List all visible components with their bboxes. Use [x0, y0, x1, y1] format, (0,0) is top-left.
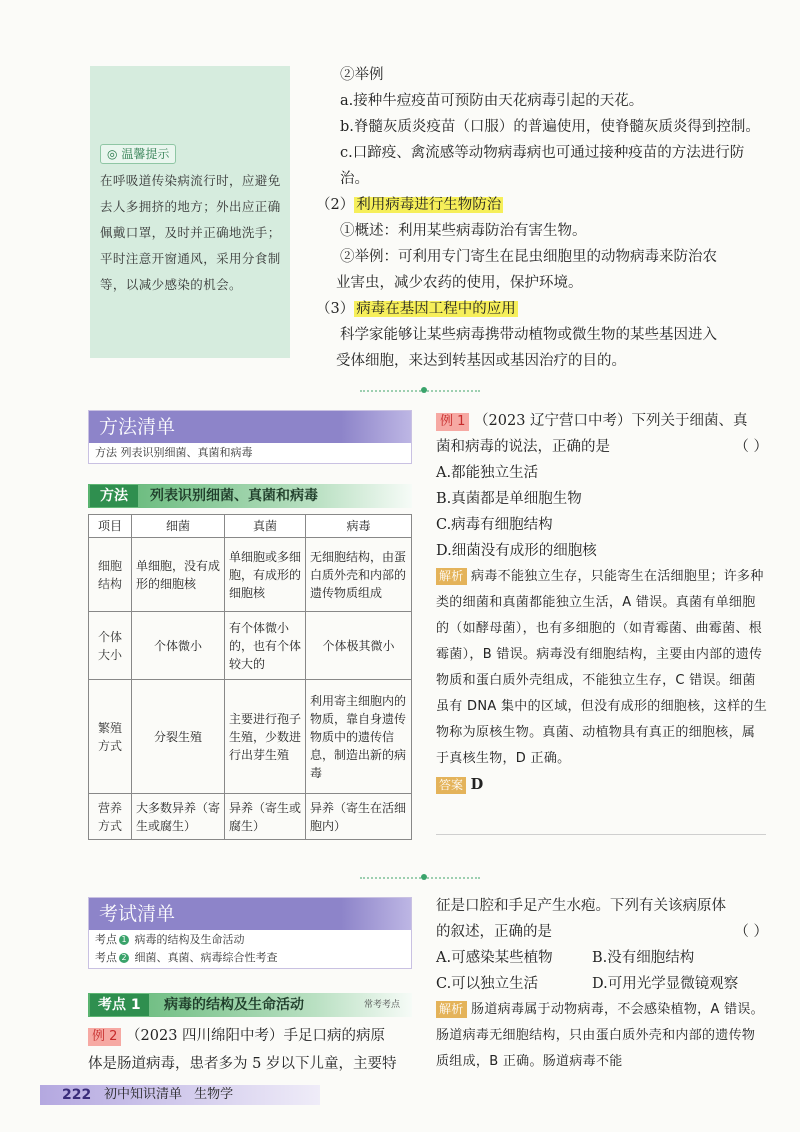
exam-point-2-prefix: 考点 — [95, 951, 117, 964]
exam-point-title: 病毒的结构及生命活动 — [164, 997, 304, 1013]
row-label: 个体大小 — [89, 612, 132, 680]
example-2-paren: （ ） — [734, 924, 768, 940]
section-2-title: 利用病毒进行生物防治 — [356, 197, 502, 213]
example-head: ②举例 — [340, 67, 384, 83]
example-2-tag: 例 2 — [88, 1028, 121, 1046]
exam-point-2-text: 细菌、真菌、病毒综合性考查 — [134, 951, 278, 964]
example-1-explanation — [436, 564, 768, 772]
exam-point-tag: 考点 1 — [90, 994, 149, 1016]
lightbulb-icon: ◎ — [107, 147, 118, 161]
section-2-p2a: ②举例：可利用专门寄生在昆虫细胞里的动物病毒来防治农 — [340, 249, 717, 265]
table-header: 细菌 — [132, 515, 225, 538]
exam-point-1-text: 病毒的结构及生命活动 — [134, 933, 245, 946]
row-label: 细胞结构 — [89, 538, 132, 612]
section-2-num: （2） — [316, 197, 355, 213]
analysis-tag: 解析 — [436, 568, 467, 585]
footer-book: 初中知识清单 — [104, 1087, 183, 1102]
table-header-row — [89, 515, 412, 538]
section-2-p2b: 业害虫，减少农药的使用，保护环境。 — [336, 275, 583, 291]
tip-line: 去人多拥挤的地方；外出应正确 — [100, 199, 281, 214]
example-2-left — [88, 1022, 414, 1078]
example-2-options-ab — [436, 945, 768, 971]
exam-point-1-prefix: 考点 — [95, 933, 117, 946]
example-2-stem-a-text: （2023 四川绵阳中考）手足口病的病原 — [126, 1028, 386, 1044]
tip-badge-label: 温馨提示 — [121, 147, 170, 161]
comparison-table — [88, 514, 412, 840]
example-2-explanation-text: 肠道病毒属于动物病毒，不会感染植物，A 错误。肠道病毒无细胞结构，只由蛋白质外壳和内部的遗传物质组成，B 正确。肠道病毒不能 — [436, 1002, 764, 1069]
separator — [360, 877, 480, 879]
tip-line: 等，以减少感染的机会。 — [100, 277, 242, 292]
example-2-option-a: A.可感染某些植物 — [436, 950, 553, 966]
method-tag: 方法 — [90, 485, 138, 507]
table-row — [89, 680, 412, 794]
example-2-option-c: C.可以独立生活 — [436, 976, 539, 992]
method-list-header: 方法清单 — [89, 411, 411, 443]
method-title: 列表识别细菌、真菌和病毒 — [150, 488, 318, 504]
separator-dot — [421, 387, 427, 393]
example-1-stem-a-text: （2023 辽宁营口中考）下列关于细菌、真 — [474, 413, 748, 429]
exam-point-2-num: 2 — [119, 953, 129, 963]
example-1-answer — [436, 772, 768, 798]
example-2-stem-a — [88, 1022, 414, 1050]
section-3-p1b: 受体细胞，来达到转基因或基因治疗的目的。 — [336, 353, 626, 369]
answer-tag: 答案 — [436, 777, 466, 794]
example-2-option-d: D.可用光学显微镜观察 — [592, 976, 739, 992]
tip-text — [100, 168, 284, 298]
table-cell: 大多数异养（寄生或腐生） — [132, 794, 225, 840]
example-1-option-d: D.细菌没有成形的细胞核 — [436, 543, 597, 559]
exam-point-note: 常考考点 — [364, 1000, 401, 1010]
table-cell: 个体微小 — [132, 612, 225, 680]
table-cell: 主要进行孢子生殖，少数进行出芽生殖 — [225, 680, 306, 794]
table-header: 病毒 — [306, 515, 412, 538]
separator — [360, 390, 480, 392]
exam-point-1 — [89, 930, 411, 950]
tip-badge — [100, 144, 176, 164]
table-header: 真菌 — [225, 515, 306, 538]
example-2-options-cd — [436, 971, 768, 997]
table-row — [89, 538, 412, 612]
example-1-tag: 例 1 — [436, 413, 469, 431]
row-label: 营养方式 — [89, 794, 132, 840]
example-b: b.脊髓灰质炎疫苗（口服）的普遍使用，使脊髓灰质炎得到控制。 — [340, 119, 760, 135]
exam-list-header: 考试清单 — [89, 898, 411, 930]
example-2-right — [436, 893, 768, 1075]
example-1-answer-value: D — [470, 776, 484, 793]
example-1-option-c: C.病毒有细胞结构 — [436, 517, 553, 533]
exam-list-box — [88, 897, 412, 969]
tip-line: 平时注意开窗通风，采用分食制 — [100, 251, 281, 266]
page-number: 222 — [62, 1087, 92, 1103]
section-3-p1a: 科学家能够让某些病毒携带动植物或微生物的某些基因进入 — [340, 327, 717, 343]
section-2-p1: ①概述：利用某些病毒防治有害生物。 — [340, 223, 587, 239]
example-2-stem-b: 体是肠道病毒，患者多为 5 岁以下儿童，主要特 — [88, 1056, 397, 1072]
row-label: 繁殖方式 — [89, 680, 132, 794]
example-1-paren: （ ） — [734, 439, 768, 455]
example-1-stem-a — [436, 408, 768, 434]
example-1-explanation-text: 病毒不能独立生存，只能寄生在活细胞里；许多种类的细菌和真菌都能独立生活，A 错误。真菌有单细胞的（如酵母菌），也有多细胞的（如青霉菌、曲霉菌、根霉菌），B 错误。病毒没有细胞结构，主要由内部的遗传物质和蛋白质外壳组成，不能独立生存，C 错误。细菌虽有 DNA 集中的区域，但没有成形的细胞核，这样的生物称为原核生物。真菌、动植物具有真正的细胞核，属于真核生物，D 正确。 — [436, 569, 767, 766]
table-cell: 利用寄主细胞内的物质，靠自身遗传物质中的遗传信息，制造出新的病毒 — [306, 680, 412, 794]
section-3-title: 病毒在基因工程中的应用 — [356, 301, 516, 317]
example-1-option-b: B.真菌都是单细胞生物 — [436, 491, 582, 507]
method-list-sub: 方法 列表识别细菌、真菌和病毒 — [95, 446, 253, 459]
example-a: a.接种牛痘疫苗可预防由天花病毒引起的天花。 — [340, 93, 644, 109]
table-row — [89, 612, 412, 680]
table-cell: 有个体微小的，也有个体较大的 — [225, 612, 306, 680]
example-2-stem-d-text: 的叙述，正确的是 — [436, 924, 552, 940]
exam-point-1-num: 1 — [119, 935, 129, 945]
example-2-option-b: B.没有细胞结构 — [592, 950, 695, 966]
footer-title — [104, 1085, 233, 1105]
table-cell: 单细胞或多细胞，有成形的细胞核 — [225, 538, 306, 612]
example-c: c.口蹄疫、禽流感等动物病毒病也可通过接种疫苗的方法进行防治。 — [340, 145, 745, 187]
example-1-stem-b-text: 菌和病毒的说法，正确的是 — [436, 439, 610, 455]
separator-dot — [421, 874, 427, 880]
example-2-stem-d — [436, 919, 768, 945]
top-content — [316, 62, 770, 374]
example-1 — [436, 408, 768, 798]
example-2-explanation — [436, 997, 768, 1075]
example-2-stem-c: 征是口腔和手足产生水疱。下列有关该病原体 — [436, 898, 726, 914]
tip-line: 在呼吸道传染病流行时，应避免 — [100, 173, 281, 188]
table-cell: 分裂生殖 — [132, 680, 225, 794]
table-cell: 个体极其微小 — [306, 612, 412, 680]
table-header: 项目 — [89, 515, 132, 538]
table-cell: 异养（寄生在活细胞内） — [306, 794, 412, 840]
section-2-heading — [316, 192, 770, 218]
example-1-option-a: A.都能独立生活 — [436, 465, 539, 481]
example-1-stem-b — [436, 434, 768, 460]
section-3-num: （3） — [316, 301, 355, 317]
table-cell: 异养（寄生或腐生） — [225, 794, 306, 840]
exam-point-2 — [89, 950, 411, 968]
table-row — [89, 794, 412, 840]
table-cell: 无细胞结构，由蛋白质外壳和内部的遗传物质组成 — [306, 538, 412, 612]
analysis-tag: 解析 — [436, 1001, 467, 1018]
method-list-box — [88, 410, 412, 464]
table-cell: 单细胞，没有成形的细胞核 — [132, 538, 225, 612]
tip-line: 佩戴口罩，及时并正确地洗手； — [100, 225, 281, 240]
divider — [436, 834, 766, 835]
section-3-heading — [316, 296, 770, 322]
footer-subject: 生物学 — [194, 1087, 234, 1102]
